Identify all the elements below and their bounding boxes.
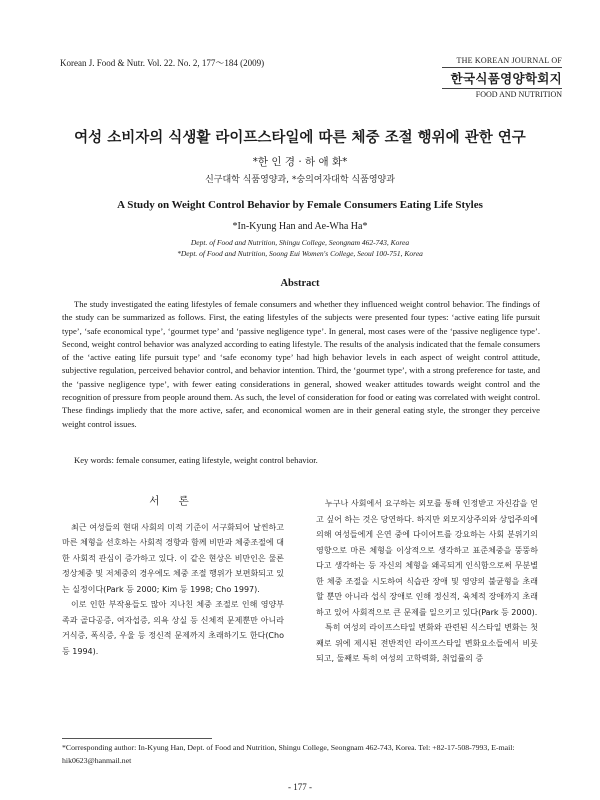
paragraph: 이로 인한 부작용들도 많아 지나친 체중 조절로 인해 영양부족과 골다공증, 여자섭증, 의욕 상실 등 신체적 문제뿐만 아니라 거식증, 폭식증, 우울 등 정신적 문제까지 초래하기도 한다(Cho 등 1994). <box>62 600 284 656</box>
page-number: - 177 - <box>288 782 312 792</box>
journal-name-top: THE KOREAN JOURNAL OF <box>442 56 562 68</box>
journal-citation: Korean J. Food & Nutr. Vol. 22. No. 2, 177～184 (2009) <box>60 58 265 68</box>
body-column-left <box>62 494 284 659</box>
authors-korean: *한 인 경 · 하 애 화* <box>252 156 348 168</box>
journal-logo <box>442 56 562 99</box>
corresponding-author-footnote: *Corresponding author: In-Kyung Han, Dept. of Food and Nutrition, Shingu College, Seongnam 462-743, Korea. Tel: +82-17-508-7993, E-mail: hik0623@hanmail.net <box>62 743 515 765</box>
journal-name-bottom: FOOD AND NUTRITION <box>442 88 562 99</box>
paragraph: 특히 여성의 라이프스타일 변화와 관련된 식스타일 변화는 첫째로 위에 제시된 전반적인 라이프스타일 변화요소들에서 비롯되고, 둘째로 특히 여성의 고학력화, 취업률의 증 <box>316 623 538 663</box>
paragraph: 최근 여성들의 현대 사회의 미적 기준이 서구화되어 날씬하고 마른 체형을 선호하는 사회적 경향과 함께 비만과 체중조절에 대한 사회적 관심이 증가하고 있다. 이 같은 현상은 비만인은 물론 정상체중 및 저체중의 경우에도 체중 조절 행위가 보편화되고 있는 실정이다(Park 등 2000; Kim 등 1998; Cho 1997). <box>62 522 284 594</box>
paper-title-english: A Study on Weight Control Behavior by Female Consumers Eating Life Styles <box>117 199 483 211</box>
affiliation-english-2: *Dept. of Food and Nutrition, Soong Eui Women's College, Seoul 100-751, Korea <box>177 249 423 258</box>
abstract-body: The study investigated the eating lifestyles of female consumers and whether they influenced weight control behavior. The findings of the study can be summarized as follows. First, the eating lifestyles of the subjects were presented four types: ‘active eating life pursuit type’, ‘safe economical type’, ‘gourmet type’ and ‘passive negligence type’. In general, most cases were of the ‘passive negligence type’. Second, weight control behavior was analyzed according to eating lifestyle. The results of the analysis indicated that the female consumers of the ‘active eating life pursuit type’ and ‘safe economy type’ had high behavior levels in each aspect of weight control attitude, subjective regulation, perceived behavior control, and behavior intention. Third, the ‘gourmet type’, with a strong preference for taste, and the ‘passive negligence type’, with fewer eating considerations in general, showed weaker attitudes towards weight control and the recognition of pressure from people around them. As such, the level of consideration for food or eating was correlated with weight control. These findings impliedy that the more active, safer, and economical women are in their general eating style, the stronger they perceive weight control issues. <box>62 299 540 429</box>
keywords: Key words: female consumer, eating lifestyle, weight control behavior. <box>74 455 318 465</box>
affiliation-english-1: Dept. of Food and Nutrition, Shingu College, Seongnam 462-743, Korea <box>190 238 410 247</box>
footnote-divider <box>62 738 212 739</box>
section-heading-introduction: 서 론 <box>149 495 197 507</box>
affiliation-korean: 신구대학 식품영양과, *숭의여자대학 식품영양과 <box>205 175 395 185</box>
paragraph: 누구나 사회에서 요구하는 외모를 통해 인정받고 자신감을 얻고 싶어 하는 것은 당연하다. 하지만 외모지상주의와 상업주의에 의해 여성들에게 은연 중에 다이어트를 강요하는 사회 분위기의 영향으로 마른 체형을 이상적으로 생각하고 표준체중을 뚱뚱하다고 생각하는 등 자신의 체형을 왜곡되게 인식함으로써 무분별한 체중 조절을 시도하여 식습관 장애 및 영양의 불균형을 초래할 뿐만 아니라 섭식 장애로 인해 정신적, 육체적 장애까지 초래하고 있어 사회적으로 큰 문제를 일으키고 있다(Park 등 2000). <box>316 499 538 617</box>
journal-name-korean: 한국식품영양학회지 <box>450 71 562 86</box>
authors-english: *In-Kyung Han and Ae-Wha Ha* <box>232 221 368 232</box>
paper-title-korean: 여성 소비자의 식생활 라이프스타일에 따른 체중 조절 행위에 관한 연구 <box>74 130 526 146</box>
abstract-heading: Abstract <box>280 278 320 289</box>
body-column-right <box>316 496 538 667</box>
